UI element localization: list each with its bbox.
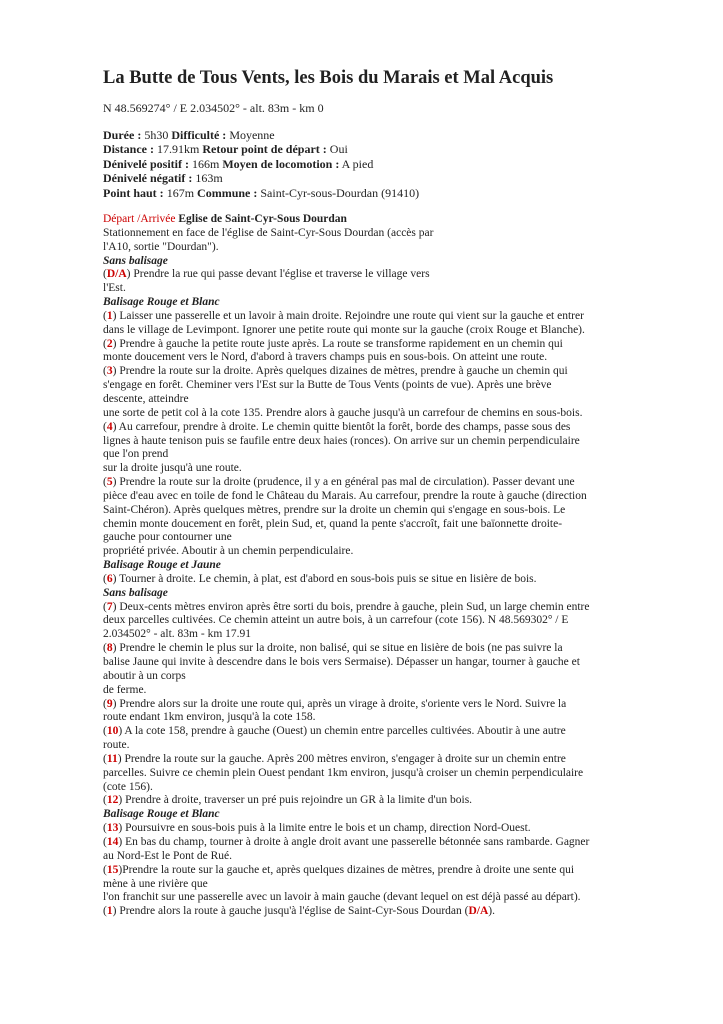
section-heading: Sans balisage: [103, 254, 168, 267]
duree-label: Durée :: [103, 128, 142, 142]
section-heading: Balisage Rouge et Blanc: [103, 808, 220, 821]
point-haut-label: Point haut :: [103, 185, 164, 200]
text-line: une sorte de petit col à la cote 135. Prendre alors à gauche jusqu'à un carrefour de chemins en sous-bois.: [103, 406, 583, 419]
text-line: balise Jaune qui invite à descendre dans le bois vers Sermaise). Dépasser un hangar, tourner à gauche et: [103, 656, 580, 668]
text-line: (cote 156).: [103, 780, 153, 793]
step-3: (3) Prendre la route sur la droite. Après quelques dizaines de mètres, prendre à gauche un chemin qui: [103, 365, 568, 378]
step-6: (6) Tourner à droite. Le chemin, à plat, est d'abord en sous-bois puis se situe en lisière de bois.: [103, 572, 537, 585]
difficulte-label: Difficulté :: [171, 128, 227, 142]
duree-value: 5h30: [141, 128, 172, 142]
step-number: 7: [106, 600, 113, 613]
page-title: La Butte de Tous Vents, les Bois du Marais et Mal Acquis: [103, 68, 554, 88]
text-line: chemin monte doucement en forêt, plein Sud, et, quand la pente s'accroît, fait une baïonnette droite-: [103, 517, 563, 530]
text-line: aboutir à un corps: [103, 669, 186, 682]
step-number: 11: [106, 752, 118, 765]
text-line: propriété privée. Aboutir à un chemin perpendiculaire.: [103, 545, 354, 558]
deniv-pos-value: 166m: [189, 156, 223, 171]
depart-line: [103, 213, 623, 227]
distance-label: Distance :: [103, 142, 154, 157]
retour-label: Retour point de départ :: [202, 142, 327, 157]
step-number: 14: [106, 835, 119, 848]
text-line: pièce d'eau avec en toile de fond le Château du Marais. Au carrefour, prendre la route à gauche (direction: [103, 489, 587, 502]
step-12: (12) Prendre à droite, traverser un pré puis rejoindre un GR à la limite d'un bois.: [103, 794, 473, 807]
difficulte-value: Moyenne: [226, 128, 275, 142]
step-number: 5: [106, 476, 113, 489]
text-line: l'on franchit sur une passerelle avec un lavoir à main gauche (devant lequel on est déjà passé au départ).: [103, 891, 581, 904]
step-number: 10: [106, 725, 119, 738]
step-14: (14) En bas du champ, tourner à droite à angle droit avant une passerelle bétonnée sans rambarde. Gagner: [103, 835, 590, 848]
text-line: au Nord-Est le Pont de Rué.: [103, 849, 233, 862]
text-line: descente, atteindre: [103, 392, 189, 405]
step-1: (1) Laisser une passerelle et un lavoir à main droite. Rejoindre une route qui vient sur la gauche et entrer: [103, 309, 584, 322]
text-line: route.: [103, 739, 130, 752]
text-line: lignes à haute tenison puis se faufile entre deux haies (ronces). On arrive sur un chemin perpendiculaire: [103, 434, 580, 447]
step-13: (13) Poursuivre en sous-bois puis à la limite entre le bois et un champ, direction Nord-Ouest.: [103, 822, 531, 835]
step-number: 2: [106, 337, 113, 350]
step-9: (9) Prendre alors sur la droite une route qui, après un virage à droite, s'oriente vers le Nord. Suivre la: [103, 697, 567, 710]
text-line: dans le village de Levimpont. Ignorer une petite route qui monte sur la gauche (croix Rouge et Blanche).: [103, 323, 585, 336]
text-line: 2.034502° - alt. 83m - km 17.91: [103, 628, 252, 641]
text-line: gauche pour contourner une: [103, 531, 232, 544]
moyen-value: A pied: [339, 156, 374, 171]
depart-place: Eglise de Saint-Cyr-Sous Dourdan: [175, 213, 347, 225]
text-line: s'engage en forêt. Cheminer vers l'Est sur la Butte de Tous Vents (points de vue). Après une brève: [103, 379, 552, 392]
point-haut-value: 167m: [163, 185, 198, 200]
commune-label: Commune :: [197, 185, 258, 200]
info-line: [103, 142, 419, 156]
hike-info: [103, 128, 419, 200]
step-5: (5) Prendre la route sur la droite (prudence, il y a en général pas mal de circulation). Passer devant une: [103, 476, 575, 489]
text-line: que l'on prend: [103, 448, 169, 461]
step-15: (15)Prendre la route sur la gauche et, après quelques dizaines de mètres, prendre à droite une sente qui: [103, 863, 575, 876]
route-description: [103, 213, 623, 919]
commune-value: Saint-Cyr-sous-Dourdan (91410): [257, 185, 420, 200]
step-number: 12: [106, 794, 119, 807]
step-7: (7) Deux-cents mètres environ après être sorti du bois, prendre à gauche, plein Sud, un large chemin entre: [103, 600, 590, 613]
text-line: sur la droite jusqu'à une route.: [103, 462, 242, 475]
step-da: (D/A) Prendre la rue qui passe devant l'église et traverse le village vers: [103, 268, 430, 281]
step-number: 13: [106, 822, 119, 835]
step-number: 1: [106, 309, 113, 322]
step-number: 9: [106, 697, 113, 710]
info-line: [103, 128, 419, 142]
section-heading: Balisage Rouge et Jaune: [103, 559, 221, 572]
info-line: [103, 171, 419, 185]
info-line: [103, 157, 419, 171]
step-number: 1: [106, 905, 113, 918]
step-number: 4: [106, 420, 113, 433]
step-11: (11) Prendre la route sur la gauche. Après 200 mètres environ, s'engager à droite sur un chemin entre: [103, 752, 566, 765]
text-line: de ferme.: [103, 683, 147, 696]
start-coordinates: N 48.569274° / E 2.034502° - alt. 83m - km 0: [103, 101, 324, 115]
step-marker: D/A: [468, 905, 489, 918]
info-line: [103, 186, 419, 200]
deniv-neg-label: Dénivelé négatif :: [103, 171, 193, 186]
depart-label: Départ /Arrivée: [103, 213, 176, 225]
text-line: Saint-Chéron). Après quelques mètres, prendre sur la droite un chemin qui s'engage en sous-bois. Le: [103, 503, 566, 516]
section-heading: Sans balisage: [103, 586, 168, 599]
step-marker: D/A: [106, 268, 127, 281]
step-8: (8) Prendre le chemin le plus sur la droite, non balisé, qui se situe en lisière de bois (ne pas suivre la: [103, 642, 563, 655]
text-line: l'A10, sortie "Dourdan").: [103, 240, 219, 253]
text-line: deux parcelles cultivées. Ce chemin atteint un autre bois, à un carrefour (cote 156). N 48.569302° / E: [103, 614, 569, 627]
step-number: 6: [106, 572, 113, 585]
retour-value: Oui: [326, 142, 348, 157]
step-10: (10) A la cote 158, prendre à gauche (Ouest) un chemin entre parcelles cultivées. Aboutir à une autre: [103, 725, 566, 738]
step-4: (4) Au carrefour, prendre à droite. Le chemin quitte bientôt la forêt, borde des champs, passe sous des: [103, 420, 571, 433]
text-line: Stationnement en face de l'église de Saint-Cyr-Sous Dourdan (accès par: [103, 226, 434, 239]
step-number: 15: [106, 863, 119, 876]
deniv-pos-label: Dénivelé positif :: [103, 156, 189, 171]
text-line: monte doucement vers le Nord, d'abord à travers champs puis en sous-bois. On atteint une route.: [103, 351, 548, 364]
step-number: 8: [106, 642, 113, 655]
text-line: mène à une rivière que: [103, 877, 208, 890]
text-line: l'Est.: [103, 282, 126, 295]
step-number: 3: [106, 365, 113, 378]
step-1-final: (1) Prendre alors la route à gauche jusqu'à l'église de Saint-Cyr-Sous Dourdan (D/A).: [103, 905, 495, 918]
deniv-neg-value: 163m: [192, 171, 223, 186]
text-line: route endant 1km environ, jusqu'à la cote 158.: [103, 711, 316, 724]
section-heading: Balisage Rouge et Blanc: [103, 296, 220, 309]
moyen-label: Moyen de locomotion :: [222, 156, 340, 171]
text-line: parcelles. Suivre ce chemin plein Ouest pendant 1km environ, jusqu'à croiser un chemin perpendiculaire: [103, 766, 584, 779]
step-2: (2) Prendre à gauche la petite route juste après. La route se transforme rapidement en un chemin qui: [103, 337, 563, 350]
distance-value: 17.91km: [154, 142, 203, 157]
